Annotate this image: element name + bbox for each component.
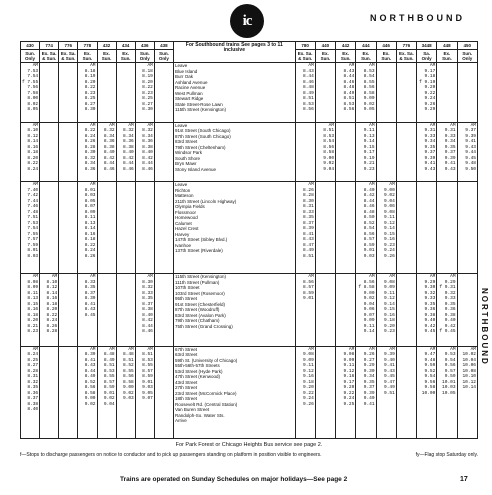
- time-column: [396, 182, 416, 274]
- time-column: [457, 346, 477, 438]
- station-name: 18th Street: [175, 396, 198, 402]
- page-number: 17: [460, 476, 468, 483]
- time-column: [154, 274, 173, 347]
- time-cell: AM 8.43 8.44 8.46 8.48 8.49 8.51 8.53 8.56: [303, 63, 314, 112]
- station-name: West Pullman: [175, 90, 203, 96]
- station-block: [21, 346, 478, 438]
- station-name: 55th-56th-57th Streets: [175, 363, 220, 369]
- time-column: [417, 274, 437, 347]
- station-name: 211th Street (Lincoln Highway): [175, 198, 237, 204]
- time-column: [135, 63, 154, 123]
- time-column: [457, 182, 477, 274]
- time-column: [356, 274, 376, 347]
- time-column: [437, 346, 457, 438]
- train-days: Ex. Sun.: [116, 50, 135, 63]
- illinois-central-logo: ic: [230, 4, 264, 38]
- time-column: [417, 63, 437, 123]
- station-name: 115th Street (Kensington): [175, 107, 226, 112]
- time-column: [336, 63, 356, 123]
- time-column: [59, 182, 78, 274]
- train-days: Ex. Sun.: [315, 50, 335, 63]
- station-name: 67th Street: [175, 346, 198, 352]
- train-number: 442: [336, 42, 356, 50]
- station-block: [21, 182, 478, 274]
- station-name: Burr Oak: [175, 74, 194, 79]
- time-cell: AM 9.47 9.48 9.50 9.52 9.54 9.56 9.58 10.00: [421, 346, 436, 396]
- time-column: [336, 182, 356, 274]
- station-name: Flossmoor: [175, 209, 197, 215]
- train-number: 776: [396, 42, 416, 50]
- time-column: [21, 63, 40, 123]
- time-cell: AM 8.51 8.53 8.54 8.56 8.58 9.00 9.02 9.04: [323, 122, 335, 172]
- train-days: Ex. Sa. & Sun.: [396, 50, 416, 63]
- station-name: 103rd Street (Rosemoor): [175, 290, 225, 296]
- time-column: [457, 274, 477, 347]
- train-number: 432: [97, 42, 116, 50]
- time-column: [21, 182, 40, 274]
- time-cell: AM 8.33 8.35 8.37 8.39 8.41 8.43 8.45: [84, 274, 96, 318]
- time-cell: AM 8.24 8.25 8.27 8.28 8.31 8.32 8.35 8.36 8.37 8.38 8.40: [27, 346, 39, 413]
- time-column: [356, 63, 376, 123]
- station-name: 79th Street (Chatham): [175, 318, 220, 324]
- station-name: Hazel Crest: [175, 226, 199, 232]
- time-cell: AM 8.48 8.51 8.52 8.55 8.56 8.58 9.00 9.02 9.03: [122, 346, 134, 402]
- time-cell: AM 9.08 9.09 9.11 9.12 9.16 9.17 9.20 9.22 9.24 9.25: [343, 346, 355, 407]
- station-block: [21, 274, 478, 347]
- station-name: 111th Street (Pullman): [175, 279, 220, 285]
- station-name: Leave: [175, 182, 188, 188]
- train-number: 444: [356, 42, 376, 50]
- time-column: [116, 274, 135, 347]
- time-column: [315, 274, 335, 347]
- train-days: Ex. Sa. & Sun.: [59, 50, 78, 63]
- time-column: [116, 346, 135, 438]
- station-list: [174, 274, 296, 347]
- station-name: Roosevelt Rd. (Central Station): [175, 401, 238, 407]
- holiday-notice: Trains are operated on Sunday Schedules on major holidays—See page 2: [120, 476, 348, 483]
- train-days: Ex. Sun.: [437, 50, 457, 63]
- time-cell: AM 8.18 8.19 8.20 8.22 8.23 8.25 8.27 8.30: [142, 63, 153, 112]
- station-name: Calumet: [175, 220, 192, 226]
- flag-stop-note: f—Stops to discharge passengers on notice to conductor and to pick up passengers standing on platform in position visible to engineers.: [20, 452, 322, 458]
- time-cell: AM 8.40 8.42 8.44 8.46 8.48 8.50 8.52 8.54 8.56 8.57 8.59 9.01 9.03: [363, 182, 375, 259]
- time-column: [116, 122, 135, 182]
- timetable: [20, 41, 478, 439]
- time-cell: AM 8.08 8.09 8.11 8.13 8.15 8.16 8.18 8.20 8.21 8.23: [27, 274, 39, 335]
- time-column: [315, 122, 335, 182]
- station-name: Arrive: [175, 418, 187, 424]
- station-block: [21, 63, 478, 123]
- station-list: [174, 346, 296, 438]
- direction-header: NORTHBOUND: [370, 13, 465, 23]
- time-column: [396, 63, 416, 123]
- time-column: [40, 182, 59, 274]
- station-name: Olympia Fields: [175, 204, 205, 210]
- station-name: 91st Street (Chesterfield): [175, 301, 226, 307]
- time-cell: AM 8.56 8.57 8.59 9.01: [303, 274, 314, 302]
- station-name: 115th Street (Kensington): [175, 274, 226, 280]
- station-name: Stewart Ridge: [175, 96, 204, 101]
- time-column: [295, 274, 315, 347]
- station-name: Blue Island: [175, 68, 198, 74]
- time-column: [315, 346, 335, 438]
- time-cell: AM 8.48 8.49 8.51 8.53 8.55 8.57 8.59 9.01 9.02 9.04: [103, 346, 115, 407]
- time-column: [40, 346, 59, 438]
- station-name: 83rd Street (Avalon Park): [175, 312, 226, 318]
- station-name: 137th Street (Riverdale): [175, 248, 223, 254]
- time-column: [97, 346, 116, 438]
- train-days: Ex. Sun.: [78, 50, 97, 63]
- time-cell: AM 8.30 8.32 8.33 8.35 8.37 8.38 8.40 8.42 8.44 8.46: [142, 274, 153, 335]
- time-cell: AM 8.01 8.03 8.05 8.07 8.09 8.11 8.13 8.14 8.16 8.18 8.22 8.24 8.26: [84, 182, 96, 259]
- time-column: [457, 122, 477, 182]
- time-column: [116, 182, 135, 274]
- time-column: [78, 274, 97, 347]
- station-name: Ivanhoe: [175, 242, 192, 248]
- time-cell: AM 8.56 f 8.58 9.00 9.02 9.04 9.06 9.07 9.09 9.11 9.14: [358, 274, 375, 335]
- side-label-text: NORTHBOUND: [480, 288, 489, 366]
- time-column: [315, 63, 335, 123]
- time-cell: AM 9.31 9.33 9.34 9.35 9.37 9.39 9.41 9.43: [424, 122, 436, 172]
- time-cell: AM 9.08 9.09 9.11 9.12 9.14 9.15 9.16 9.18 9.20 9.23: [384, 274, 395, 335]
- time-cell: AM 8.10 8.12 8.14 8.16 8.18 8.20 8.22 8.24: [27, 122, 39, 172]
- time-column: [295, 122, 315, 182]
- time-cell: AM 8.32 8.34 8.36 8.38 8.40 8.42 8.44 8.46: [142, 122, 153, 172]
- time-cell: AM 9.39 9.40 9.41 9.43 9.45 9.47 9.49 9.51: [384, 346, 395, 396]
- time-column: [40, 274, 59, 347]
- time-column: [135, 122, 154, 182]
- time-column: [135, 182, 154, 274]
- time-column: [78, 122, 97, 182]
- train-number: 774: [40, 42, 59, 50]
- train-days: Ex. Sun.: [356, 50, 376, 63]
- time-column: [336, 346, 356, 438]
- time-column: [78, 182, 97, 274]
- station-list: [174, 63, 296, 123]
- time-cell: AM 9.26 9.27 9.29 9.30 9.34 9.35 9.37 9.39 9.40 9.41: [363, 346, 375, 407]
- time-cell: AM 8.32 8.34 8.36 8.38 8.40 8.42 8.44 8.46: [122, 122, 134, 172]
- time-column: [154, 63, 173, 123]
- station-name: 59th St. (University of Chicago): [175, 357, 238, 363]
- time-column: [376, 63, 396, 123]
- time-column: [437, 182, 457, 274]
- station-name: Randolph-So. Water Sts.: [175, 412, 225, 418]
- time-column: [78, 346, 97, 438]
- time-column: [21, 122, 40, 182]
- station-name: Leave: [175, 63, 188, 68]
- train-days: Sun. Only: [154, 50, 173, 63]
- time-cell: AM 9.29 9.30 9.32 9.33 9.35 9.36 9.38 9.40 9.42 9.45: [424, 274, 436, 335]
- time-column: [336, 122, 356, 182]
- time-column: [59, 63, 78, 123]
- time-column: [40, 122, 59, 182]
- train-number: 780: [295, 42, 315, 50]
- time-column: [97, 274, 116, 347]
- time-column: [437, 63, 457, 123]
- station-list: [174, 122, 296, 182]
- time-column: [116, 63, 135, 123]
- time-column: [97, 182, 116, 274]
- train-number: 430: [21, 42, 40, 50]
- time-column: [21, 274, 40, 347]
- time-cell: AM 9.53 9.54 9.56 9.57 9.59 10.01 10.03 10.05: [442, 346, 456, 396]
- time-cell: AM 9.37 9.39 9.41 9.43 9.44 9.45 9.48 9.50: [465, 122, 476, 172]
- station-name: 75th Street (Grand Crossing): [175, 323, 233, 329]
- station-name: Bryn Mawr: [175, 161, 197, 167]
- station-name: 23rd Street (McCormick Place): [175, 390, 237, 396]
- time-cell: AM 9.11 9.13 9.14 9.15 9.17 9.19 9.21 9.23: [363, 122, 375, 172]
- time-column: [417, 122, 437, 182]
- time-column: [59, 122, 78, 182]
- station-name: 95th Street: [175, 296, 198, 302]
- train-days: Sun. Only: [457, 50, 477, 63]
- time-column: [376, 182, 396, 274]
- southbound-reference: For Southbound trains See pages 3 to 11 inclusive: [174, 42, 296, 63]
- time-cell: AM 8.39 8.41 8.43 8.44 8.49 8.52 8.56 8.58 9.00 9.02: [84, 346, 96, 407]
- station-list: [174, 182, 296, 274]
- time-cell: AM 9.00 9.02 9.04 9.06 9.08 9.11 9.12 9.14 9.15 9.16 9.23 9.24 9.26: [384, 182, 395, 259]
- time-column: [135, 346, 154, 438]
- time-column: [356, 122, 376, 182]
- time-column: [356, 346, 376, 438]
- time-column: [97, 63, 116, 123]
- station-name: 43rd Street: [175, 379, 198, 385]
- time-column: [135, 274, 154, 347]
- time-column: [315, 182, 335, 274]
- time-column: [396, 346, 416, 438]
- time-column: [336, 274, 356, 347]
- time-cell: AM 8.43 8.44 8.46 8.48 8.49 8.51 8.53 8.56: [343, 63, 355, 112]
- time-cell: AM 7.40 7.42 7.44 7.46 7.48 7.51 7.53 7.54 7.55 7.57 7.59 8.01 8.03: [27, 182, 39, 259]
- station-name: 107th Street: [175, 285, 200, 291]
- station-name: Leave: [175, 122, 188, 128]
- train-days: Ex. Sa. & Sun.: [295, 50, 315, 63]
- time-cell: AM 8.10 8.12 8.14 8.16 8.18 8.20 8.22 8.24 8.26 8.28: [46, 274, 58, 335]
- station-name: Harvey: [175, 231, 190, 237]
- time-cell: AM 8.53 8.54 8.55 8.56 8.58 9.00 9.02 9.05: [363, 63, 375, 112]
- station-name: 87th Street (Woodruff): [175, 307, 220, 313]
- time-column: [295, 346, 315, 438]
- time-cell: AM 8.26 8.28 8.30 8.31 8.33 8.35 8.37 8.39 8.41 8.43 8.47 8.49 8.51: [303, 182, 314, 259]
- train-number: 450: [457, 42, 477, 50]
- saturday-flag-note: fy—Flag stop Saturday only.: [415, 452, 478, 458]
- train-number: 448: [437, 42, 457, 50]
- station-name: Stony Island Avenue: [175, 166, 216, 172]
- time-column: [376, 122, 396, 182]
- station-block: [21, 122, 478, 182]
- train-number: 440: [315, 42, 335, 50]
- time-column: [376, 346, 396, 438]
- time-cell: AM 8.32 8.34 8.36 8.38 8.40 8.42 8.44 8.46: [103, 122, 115, 172]
- station-name: 87th Street (South Chicago): [175, 133, 231, 139]
- time-column: [59, 274, 78, 347]
- station-name: Matteson: [175, 193, 194, 199]
- station-name: 83rd Street: [175, 139, 198, 145]
- time-column: [417, 346, 437, 438]
- time-column: [295, 182, 315, 274]
- station-name: 91st Street (South Chicago): [175, 128, 231, 134]
- train-days: Sa. Only: [417, 50, 437, 63]
- train-number: 436: [135, 42, 154, 50]
- time-column: [97, 122, 116, 182]
- train-days: Ex. Sun.: [97, 50, 116, 63]
- time-column: [457, 63, 477, 123]
- station-name: 63rd Street: [175, 352, 198, 358]
- time-column: [59, 346, 78, 438]
- train-number: 776: [59, 42, 78, 50]
- station-name: 79th Street (Cheltenham): [175, 144, 226, 150]
- station-name: 47th Street (Kenwood): [175, 374, 221, 380]
- train-days: Sun. Only: [135, 50, 154, 63]
- time-column: [437, 274, 457, 347]
- train-number: 438: [154, 42, 173, 50]
- time-column: [21, 346, 40, 438]
- station-name: Racine Avenue: [175, 85, 206, 90]
- train-days: Ex. Sa. & Sun.: [40, 50, 59, 63]
- time-column: [154, 346, 173, 438]
- bus-service-note: For Park Forest or Chicago Heights Bus service see page 2.: [175, 442, 323, 448]
- time-cell: AM 9.29 f 9.31 9.32 9.33 9.35 9.36 9.38 9.40 9.42 f 9.45: [439, 274, 456, 335]
- station-name: Homewood: [175, 215, 198, 221]
- train-number: 446: [376, 42, 396, 50]
- time-cell: AM 9.31 9.33 9.34 9.35 9.37 9.39 9.41 9.43: [444, 122, 456, 172]
- station-name: South Shore: [175, 155, 201, 161]
- train-number: 3448: [417, 42, 437, 50]
- time-column: [356, 182, 376, 274]
- train-days: Sun. Only: [21, 50, 40, 63]
- time-column: [295, 63, 315, 123]
- station-name: Windsor Park: [175, 150, 203, 156]
- time-column: [154, 122, 173, 182]
- station-name: 27th Street: [175, 385, 198, 391]
- station-name: Van Buren Street: [175, 407, 210, 413]
- train-number: 778: [78, 42, 97, 50]
- station-name: State Street-Rose Lawn: [175, 101, 223, 107]
- station-name: Ashland Avenue: [175, 79, 208, 85]
- stop-footnotes: [20, 452, 478, 458]
- time-cell: AM 8.22 8.24 8.26 8.28 8.30 8.32 8.34 8.36: [84, 122, 96, 172]
- time-column: [40, 63, 59, 123]
- train-number: 434: [116, 42, 135, 50]
- time-cell: AM 9.08 9.09 9.11 9.12 9.16 9.18 9.20 9.22 9.24 9.26: [303, 346, 314, 407]
- train-days: Ex. Sun.: [376, 50, 396, 63]
- time-cell: AM 7.53 7.54 f 7.55 7.56 7.58 8.00 8.02 8.05: [22, 63, 39, 112]
- time-cell: AM 10.02 10.04 10.06 10.08 10.10 10.12 10.14: [462, 346, 476, 391]
- time-column: [376, 274, 396, 347]
- time-cell: AM 8.51 8.53 8.55 8.57 8.59 9.01 9.03 9.05 9.07: [142, 346, 153, 402]
- time-column: [396, 122, 416, 182]
- station-name: Richton: [175, 187, 191, 193]
- station-name: 53rd Street (Hyde Park): [175, 368, 223, 374]
- train-days: Ex. Sun.: [336, 50, 356, 63]
- time-column: [396, 274, 416, 347]
- time-cell: AM 9.17 9.18 f 9.19 9.20 9.22 9.24 9.26 9.29: [419, 63, 436, 112]
- time-column: [154, 182, 173, 274]
- station-name: 147th Street (Sibley Blvd.): [175, 237, 228, 243]
- time-cell: AM 8.18 8.19 8.20 8.22 8.23 8.25 8.27 8.30: [84, 63, 96, 112]
- time-column: [78, 63, 97, 123]
- time-column: [417, 182, 437, 274]
- time-column: [437, 122, 457, 182]
